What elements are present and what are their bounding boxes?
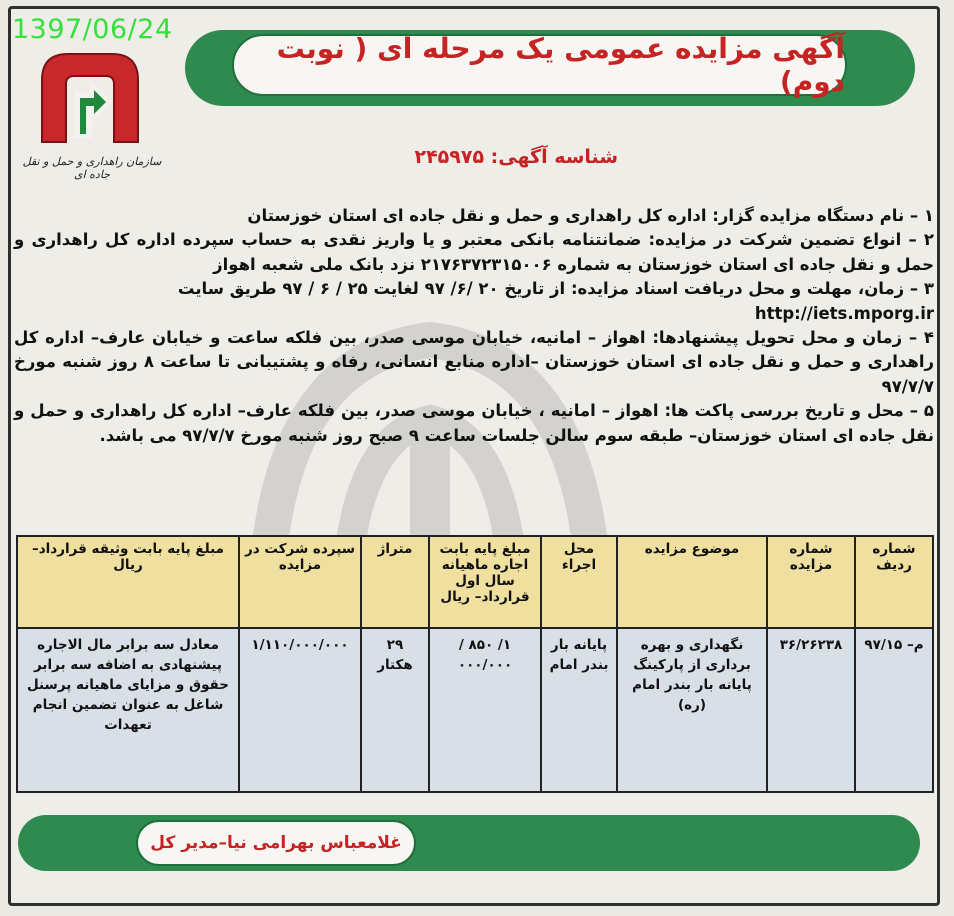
cell-auction-number: ۳۶/۲۶۲۳۸ [767,628,855,792]
date-stamp: 1397/06/24 [12,14,173,45]
cell-auction-subject: نگهداری و بهره برداری از پارکینگ پایانه بار بندر امام (ره) [617,628,767,792]
ad-id: شناسه آگهی: ۲۴۵۹۷۵ [414,146,618,168]
item-2: ۲ – انواع تضمین شرکت در مزایده: ضمانتنامه بانکی معتبر و یا واریز نقدی به حساب سپرده اداره کل راهداری و حمل و نقل جاده ای استان خوزستان به شماره ۲۱۷۶۳۷۲۳۱۵۰۰۶ نزد بانک ملی شعبه اهواز [14,230,934,274]
header-collateral: مبلغ پایه بابت وثیقه قرارداد– ریال [17,536,239,628]
cell-base-rent: ۱/ ۸۵۰ /۰۰۰/۰۰۰ [429,628,541,792]
header-deposit: سپرده شرکت در مزایده [239,536,361,628]
logo-caption: سازمان راهداری و حمل و نقل جاده ای [22,155,162,181]
item-5: ۵ – محل و تاریخ بررسی پاکت ها: اهواز – امانیه ، خیابان موسی صدر، بین فلکه عارف– اداره کل راهداری و حمل و نقل جاده ای استان خوزستان– طبقه سوم سالن جلسات ساعت ۹ صبح روز شنبه مورخ ۹۷/۷/۷ می باشد. [14,401,934,445]
auction-table [16,535,934,793]
cell-row-number: م– ۹۷/۱۵ [855,628,933,792]
header-auction-subject: موضوع مزایده [617,536,767,628]
header-auction-number: شماره مزایده [767,536,855,628]
cell-collateral: معادل سه برابر مال الاجاره پیشنهادی به اضافه سه برابر حقوق و مزایای ماهیانه پرسنل شاغل به عنوان تضمین انجام تعهدات [17,628,239,792]
cell-deposit: ۱/۱۱۰/۰۰۰/۰۰۰ [239,628,361,792]
table-row [17,628,933,792]
header-base-rent: مبلغ پایه بابت اجاره ماهیانه سال اول قرارداد– ریال [429,536,541,628]
item-3-url[interactable] [14,302,934,326]
table-header-row [17,536,933,628]
header-row-number: شماره ردیف [855,536,933,628]
header-location: محل اجراء [541,536,617,628]
signature: غلامعباس بهرامی نیا–مدیر کل [136,820,416,866]
cell-location: پایانه بار بندر امام [541,628,617,792]
ad-title: آگهی مزایده عمومی یک مرحله ای ( نوبت دوم) [232,34,847,96]
item-4: ۴ – زمان و محل تحویل پیشنهادها: اهواز – امانیه، خیابان موسی صدر، بین فلکه ساعت و خیابان عارف– اداره کل راهداری و حمل و نقل جاده ای استان خوزستان –اداره منابع انسانی، رفاه و پشتیبانی تا ساعت ۸ روز شنبه مورخ ۹۷/۷/۷ [14,328,934,396]
tender-website-link[interactable]: http://iets.mporg.ir [754,303,934,323]
item-1: ۱ – نام دستگاه مزایده گزار: اداره کل راهداری و حمل و نقل جاده ای استان خوزستان [247,206,934,225]
header-area: متراژ [361,536,429,628]
organization-logo-icon [34,46,146,146]
ad-body [14,204,934,448]
cell-area: ۲۹ هکتار [361,628,429,792]
item-3: ۳ – زمان، مهلت و محل دریافت اسناد مزایده: از تاریخ ۲۰ /۶/ ۹۷ لغایت ۲۵ / ۶ / ۹۷ طریق سایت [177,279,934,299]
